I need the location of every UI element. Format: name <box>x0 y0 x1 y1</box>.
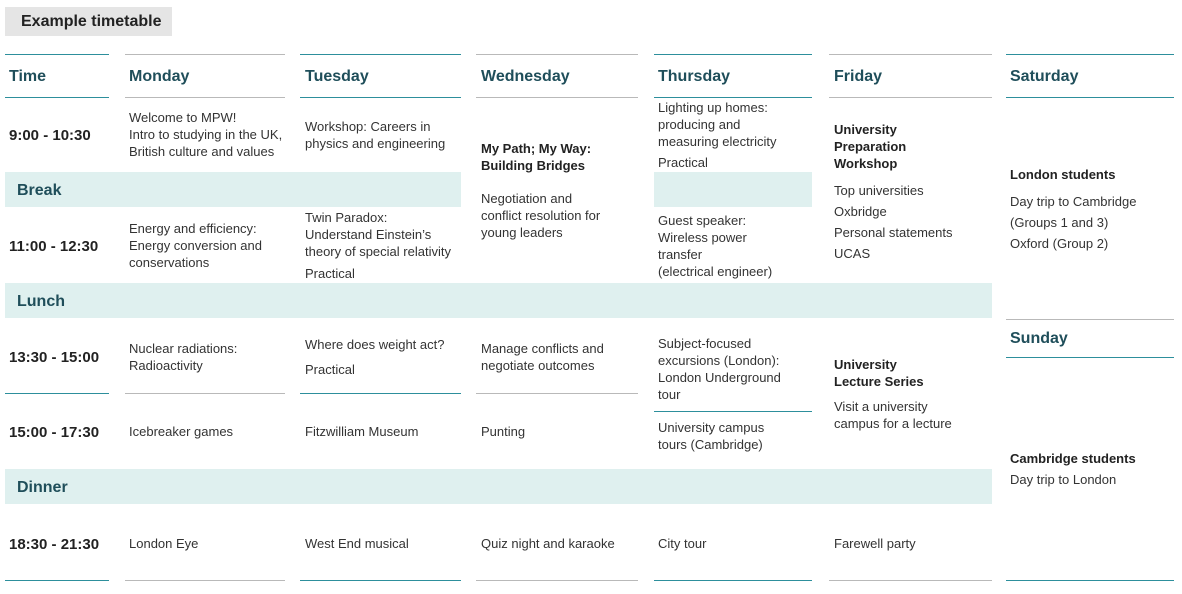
rule <box>829 580 992 581</box>
wednesday-session-2: Negotiation and conflict resolution for young leaders <box>481 191 601 240</box>
tuesday-session-2: Twin Paradox: Understand Einstein’s theory of special relativity <box>305 210 451 259</box>
thursday-session-2: Guest speaker: Wireless power transfer (electrical engineer) <box>658 213 773 279</box>
rule <box>1006 54 1174 55</box>
rule <box>654 54 812 55</box>
tuesday-session-3: Where does weight act? <box>305 337 445 352</box>
rule <box>125 393 285 394</box>
dinner-label: Dinner <box>17 479 68 496</box>
friday-session-1-items: Top universities Oxbridge Personal statements UCAS <box>834 183 953 261</box>
time-slot-2: 11:00 - 12:30 <box>9 238 99 255</box>
tuesday-session-1: Workshop: Careers in physics and engineering <box>305 119 446 151</box>
rule <box>5 580 109 581</box>
monday-session-1: Welcome to MPW! Intro to studying in the UK, British culture and values <box>129 110 283 159</box>
rule <box>5 97 109 98</box>
friday-session-1: University Preparation Workshop <box>834 122 907 171</box>
time-slot-4: 15:00 - 17:30 <box>9 424 100 441</box>
header-time: Time <box>9 68 47 85</box>
header-wednesday: Wednesday <box>481 68 570 85</box>
tuesday-session-5: West End musical <box>305 536 409 551</box>
rule <box>5 393 109 394</box>
rule <box>476 54 638 55</box>
rule <box>829 54 992 55</box>
header-saturday: Saturday <box>1010 68 1079 85</box>
rule <box>476 97 638 98</box>
rule <box>1006 97 1174 98</box>
tuesday-session-2-practical: Practical <box>305 266 355 281</box>
thursday-session-1-practical: Practical <box>658 155 708 170</box>
thursday-session-5: City tour <box>658 536 707 551</box>
rule <box>654 580 812 581</box>
header-monday: Monday <box>129 68 190 85</box>
rule <box>1006 580 1174 581</box>
lunch-label: Lunch <box>17 293 65 310</box>
page-title: Example timetable <box>5 7 172 36</box>
rule <box>476 580 638 581</box>
wednesday-session-3: Manage conflicts and negotiate outcomes <box>481 341 604 373</box>
saturday-heading: London students <box>1010 167 1116 182</box>
rule <box>300 54 461 55</box>
rule <box>1006 319 1174 320</box>
friday-session-2-detail: Visit a university campus for a lecture <box>834 399 952 431</box>
monday-session-4: Icebreaker games <box>129 424 234 439</box>
rule <box>125 580 285 581</box>
wednesday-session-4: Punting <box>481 424 526 439</box>
rule <box>125 54 285 55</box>
saturday-items: Day trip to Cambridge (Groups 1 and 3) Oxford (Group 2) <box>1010 194 1137 251</box>
lunch-band <box>5 283 992 318</box>
header-tuesday: Tuesday <box>305 68 369 85</box>
rule <box>300 580 461 581</box>
thursday-session-1: Lighting up homes: producing and measuring electricity <box>658 100 777 149</box>
header-thursday: Thursday <box>658 68 731 85</box>
dinner-band <box>5 469 992 504</box>
rule <box>125 97 285 98</box>
wednesday-session-1: My Path; My Way: Building Bridges <box>481 141 592 173</box>
monday-session-2: Energy and efficiency: Energy conversion and conservations <box>129 221 262 270</box>
break-label: Break <box>17 182 62 199</box>
tuesday-session-4: Fitzwilliam Museum <box>305 424 419 439</box>
time-slot-3: 13:30 - 15:00 <box>9 349 100 366</box>
rule <box>300 97 461 98</box>
wednesday-session-5: Quiz night and karaoke <box>481 536 615 551</box>
friday-session-2: University Lecture Series <box>834 357 924 389</box>
time-slot-5: 18:30 - 21:30 <box>9 536 100 553</box>
thursday-session-3: Subject-focused excursions (London): London Underground tour <box>658 336 781 402</box>
rule <box>1006 357 1174 358</box>
header-friday: Friday <box>834 68 883 85</box>
rule <box>829 97 992 98</box>
break-band <box>5 172 461 207</box>
header-sunday: Sunday <box>1010 330 1068 347</box>
sunday-item: Day trip to London <box>1010 472 1117 487</box>
time-slot-1: 9:00 - 10:30 <box>9 127 91 144</box>
tuesday-session-3-practical: Practical <box>305 362 355 377</box>
rule <box>654 97 812 98</box>
rule <box>654 411 812 412</box>
break-band-thursday <box>654 172 812 207</box>
monday-session-5: London Eye <box>129 536 199 551</box>
rule <box>5 54 109 55</box>
sunday-heading: Cambridge students <box>1010 451 1136 466</box>
friday-session-5: Farewell party <box>834 536 916 551</box>
rule <box>300 393 461 394</box>
thursday-session-4: University campus tours (Cambridge) <box>658 420 765 452</box>
rule <box>476 393 638 394</box>
monday-session-3: Nuclear radiations: Radioactivity <box>129 341 238 373</box>
